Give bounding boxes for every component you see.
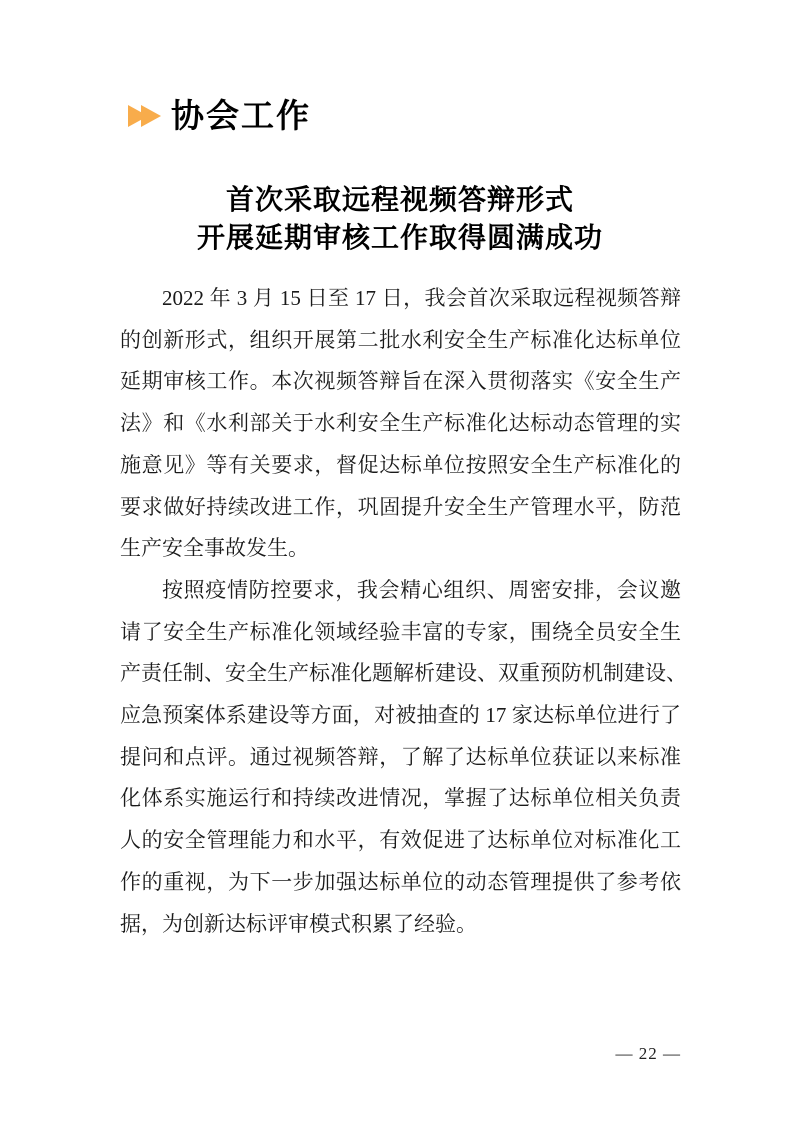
text-line: 人的安全管理能力和水平，有效促进了达标单位对标准化工 <box>120 828 681 853</box>
text-line: 施意见》等有关要求，督促达标单位按照安全生产标准化的 <box>120 452 681 477</box>
article-title-line-1: 首次采取远程视频答辩形式 <box>225 184 574 215</box>
text-line: 作的重视，为下一步加强达标单位的动态管理提供了参考依 <box>120 869 681 894</box>
text-line: 据，为创新达标评审模式积累了经验。 <box>120 911 477 936</box>
text-line: 应急预案体系建设等方面，对被抽查的 17 家达标单位进行了 <box>120 703 681 728</box>
text-line: 的创新形式，组织开展第二批水利安全生产标准化达标单位 <box>120 327 681 352</box>
section-header <box>128 96 311 136</box>
right-triangle-icon <box>141 105 161 127</box>
text-line: 要求做好持续改进工作，巩固提升安全生产管理水平，防范 <box>120 494 681 519</box>
text-line: 法》和《水利部关于水利安全生产标准化达标动态管理的实 <box>120 411 681 436</box>
text-line: 请了安全生产标准化领域经验丰富的专家，围绕全员安全生 <box>120 619 681 644</box>
article-title-line-2: 开展延期审核工作取得圆满成功 <box>196 222 603 253</box>
text-line: 提问和点评。通过视频答辩，了解了达标单位获证以来标准 <box>120 744 681 769</box>
text-line: 延期审核工作。本次视频答辩旨在深入贯彻落实《安全生产 <box>120 369 681 394</box>
page-number: — 22 — <box>615 1044 681 1063</box>
text-line: 按照疫情防控要求，我会精心组织、周密安排，会议邀 <box>162 577 681 602</box>
text-line: 化体系实施运行和持续改进情况，掌握了达标单位相关负责 <box>120 786 681 811</box>
section-title: 协会工作 <box>171 97 311 134</box>
text-line: 2022 年 3 月 15 日至 17 日，我会首次采取远程视频答辩 <box>162 286 681 310</box>
double-arrow-icon <box>128 105 161 127</box>
article-title <box>0 181 800 257</box>
article-body <box>120 278 687 945</box>
text-line: 产责任制、安全生产标准化题解析建设、双重预防机制建设、 <box>120 661 687 686</box>
text-line: 生产安全事故发生。 <box>120 536 309 561</box>
